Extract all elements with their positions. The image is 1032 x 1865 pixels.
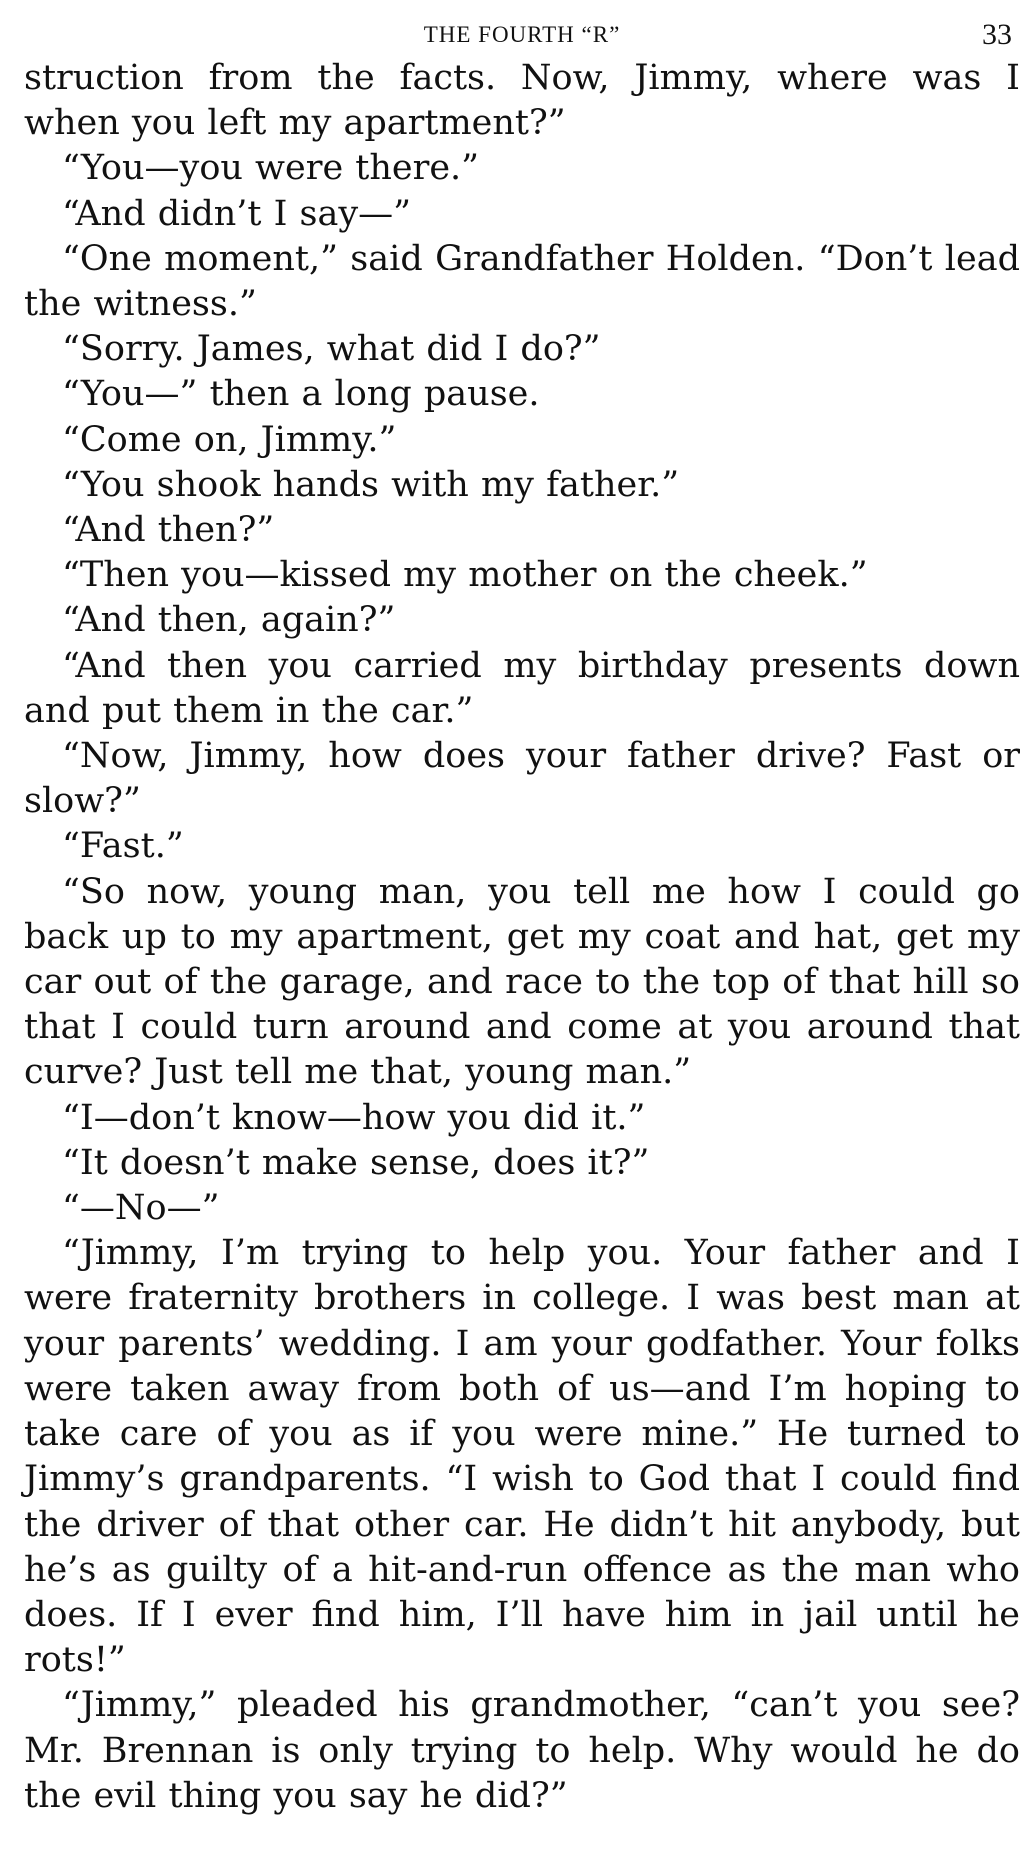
paragraph-11: “And then, again?” (62, 600, 396, 641)
paragraph-2: “You—you were there.” (62, 148, 480, 189)
paragraph-4: “One moment,” said Grandfather Holden. “Don’t lead the witness.” (24, 238, 1020, 325)
paragraph-7: “Come on, Jimmy.” (62, 419, 397, 460)
paragraph-15: “So now, young man, you tell me how I could go back up to my apartment, get my coat and hat, get my car out of the garage, and race to the top of that hill so that I could turn around and come at you around that curve? Just tell me that, young man.” (24, 871, 1020, 1093)
paragraph-10: “Then you—kissed my mother on the cheek.” (62, 555, 868, 596)
running-title: THE FOURTH “R” (423, 22, 621, 47)
page-number: 33 (982, 18, 1012, 51)
running-head (24, 0, 1020, 56)
paragraph-14: “Fast.” (62, 826, 184, 867)
paragraph-6: “You—” then a long pause. (62, 374, 540, 415)
paragraph-9: “And then?” (62, 510, 275, 551)
paragraph-5: “Sorry. James, what did I do?” (62, 329, 601, 370)
paragraph-3: “And didn’t I say—” (62, 193, 412, 234)
paragraph-16: “I—don’t know—how you did it.” (62, 1097, 646, 1138)
paragraph-18: “—No—” (62, 1188, 220, 1229)
paragraph-19: “Jimmy, I’m trying to help you. Your father and I were fraternity brothers in college. I was best man at your parents’ wedding. I am your godfather. Your folks were taken away from both of us—and I’m hoping to take care of you as if you were mine.” He turned to Jimmy’s grandparents. “I wish to God that I could find the driver of that other car. He didn’t hit anybody, but he’s as guilty of a hit-and-run offence as the man who does. If I ever find him, I’ll have him in jail until he rots!” (24, 1233, 1020, 1681)
paragraph-12: “And then you carried my birthday presents down and put them in the car.” (24, 645, 1020, 731)
paragraph-20: “Jimmy,” pleaded his grandmother, “can’t you see? Mr. Brennan is only trying to help. Why would he do the evil thing you say he did?” (24, 1685, 1020, 1816)
paragraph-8: “You shook hands with my father.” (62, 464, 680, 505)
paragraph-17: “It doesn’t make sense, does it?” (62, 1142, 650, 1183)
body-text (24, 56, 1020, 1819)
paragraph-1: struction from the facts. Now, Jimmy, where was I when you left my apartment?” (24, 58, 1020, 144)
paragraph-13: “Now, Jimmy, how does your father drive? Fast or slow?” (24, 736, 1020, 822)
